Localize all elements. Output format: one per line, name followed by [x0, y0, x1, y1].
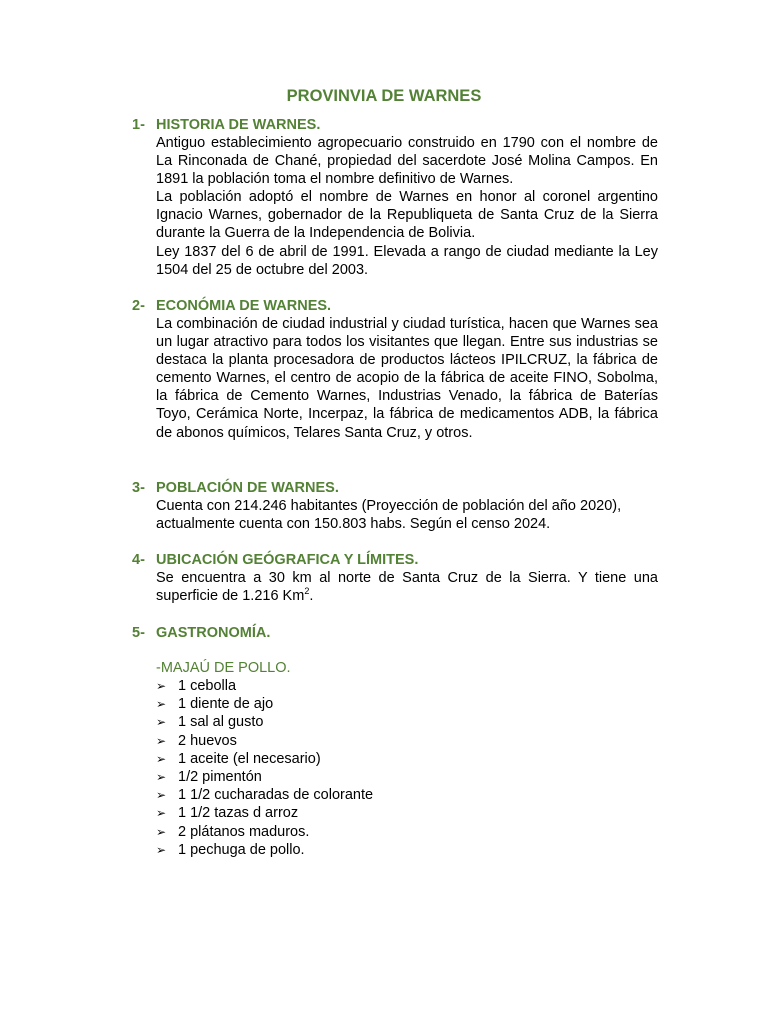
section-heading — [132, 116, 658, 134]
section-poblacion — [132, 479, 658, 533]
ingredient-text: 2 plátanos maduros. — [178, 823, 310, 840]
section-title: ECONÓMIA DE WARNES. — [156, 298, 332, 314]
section-heading — [132, 551, 658, 569]
ingredient-text: 1 sal al gusto — [178, 714, 264, 731]
ingredient-list — [156, 677, 373, 859]
ingredient-text: 1 diente de ajo — [178, 696, 274, 713]
section-body — [156, 569, 658, 605]
arrowhead-bullet-icon: ➢ — [156, 788, 167, 803]
ingredient-text: 1 pechuga de pollo. — [178, 841, 305, 858]
paragraph: Ley 1837 del 6 de abril de 1991. Elevada a rango de ciudad mediante la Ley 1504 del 25 de octubre del 2003. — [156, 243, 658, 278]
ingredient-text: 1 cebolla — [178, 678, 237, 694]
arrowhead-bullet-icon: ➢ — [156, 715, 167, 730]
arrowhead-bullet-icon: ➢ — [156, 806, 167, 821]
ingredient-text: 1 1/2 cucharadas de colorante — [178, 787, 374, 804]
arrowhead-bullet-icon: ➢ — [156, 769, 167, 784]
list-item — [156, 823, 373, 841]
ingredient-text: 2 huevos — [178, 732, 237, 749]
section-ubicacion — [132, 551, 658, 605]
section-historia — [132, 116, 658, 279]
arrowhead-bullet-icon: ➢ — [156, 824, 167, 839]
arrowhead-bullet-icon: ➢ — [156, 697, 167, 712]
arrowhead-bullet-icon: ➢ — [156, 751, 167, 766]
section-body — [156, 134, 658, 279]
list-item — [156, 804, 373, 822]
section-title: GASTRONOMÍA. — [156, 625, 271, 641]
arrowhead-bullet-icon: ➢ — [156, 842, 167, 857]
list-item — [156, 732, 373, 750]
section-body — [156, 315, 658, 442]
superscript: 2 — [304, 586, 310, 597]
paragraph: La combinación de ciudad industrial y ciudad turística, hacen que Warnes sea un lugar atractivo para todos los visitantes que llegan. Entre sus industrias se destaca la planta procesadora de productos lácteos IPILCRUZ, la fábrica de cemento Warnes, el centro de acopio de la fábrica de aceite FINO, Sobolma, la fábrica de Cemento Warnes, Industrias Venado, la fábrica de Baterías Toyo, Cerámica Norte, Incerpaz, la fábrica de medicamentos ADB, la fábrica de abonos químicos, Telares Santa Cruz, y otros. — [156, 316, 658, 441]
section-economia — [132, 297, 658, 442]
list-item — [156, 750, 373, 768]
section-number: 2- — [132, 298, 145, 314]
list-item — [156, 768, 373, 786]
paragraph — [156, 569, 658, 605]
paragraph: Antiguo establecimiento agropecuario construido en 1790 con el nombre de La Rinconada de Chané, propiedad del sacerdote José Molina Campos. En 1891 la población toma el nombre definitivo de Warnes. — [156, 135, 658, 188]
section-number: 4- — [132, 552, 145, 568]
section-gastronomia — [132, 624, 658, 642]
list-item — [156, 713, 373, 731]
ingredient-text: 1 1/2 tazas d arroz — [178, 805, 299, 822]
section-heading — [132, 297, 658, 315]
section-heading — [132, 479, 658, 497]
section-heading — [132, 624, 658, 642]
paragraph-text: Se encuentra a 30 km al norte de Santa Cruz de la Sierra. Y tiene una superficie de 1.216 Km — [156, 570, 658, 605]
section-number: 3- — [132, 480, 145, 496]
section-number: 1- — [132, 117, 145, 133]
paragraph-trailing: . — [309, 588, 314, 605]
section-title: POBLACIÓN DE WARNES. — [156, 480, 339, 496]
recipe-title: -MAJAÚ DE POLLO. — [156, 660, 291, 676]
list-item — [156, 695, 373, 713]
list-item — [156, 786, 373, 804]
ingredient-text: 1 aceite (el necesario) — [178, 750, 321, 767]
arrowhead-bullet-icon: ➢ — [156, 679, 167, 693]
section-title: HISTORIA DE WARNES. — [156, 117, 321, 133]
paragraph: La población adoptó el nombre de Warnes en honor al coronel argentino Ignacio Warnes, gobernador de la Republiqueta de Santa Cruz de la Sierra durante la Guerra de la Independencia de Bolivia. — [156, 189, 658, 242]
document-title: PROVINVIA DE WARNES — [286, 87, 482, 105]
arrowhead-bullet-icon: ➢ — [156, 733, 167, 748]
list-item — [156, 677, 373, 695]
section-body — [156, 497, 658, 533]
list-item — [156, 841, 373, 859]
paragraph: Cuenta con 214.246 habitantes (Proyección de población del año 2020), actualmente cuenta con 150.803 habs. Según el censo 2024. — [156, 498, 622, 533]
section-title: UBICACIÓN GEÓGRAFICA Y LÍMITES. — [156, 552, 419, 568]
section-number: 5- — [132, 625, 145, 641]
ingredient-text: 1/2 pimentón — [178, 768, 262, 785]
